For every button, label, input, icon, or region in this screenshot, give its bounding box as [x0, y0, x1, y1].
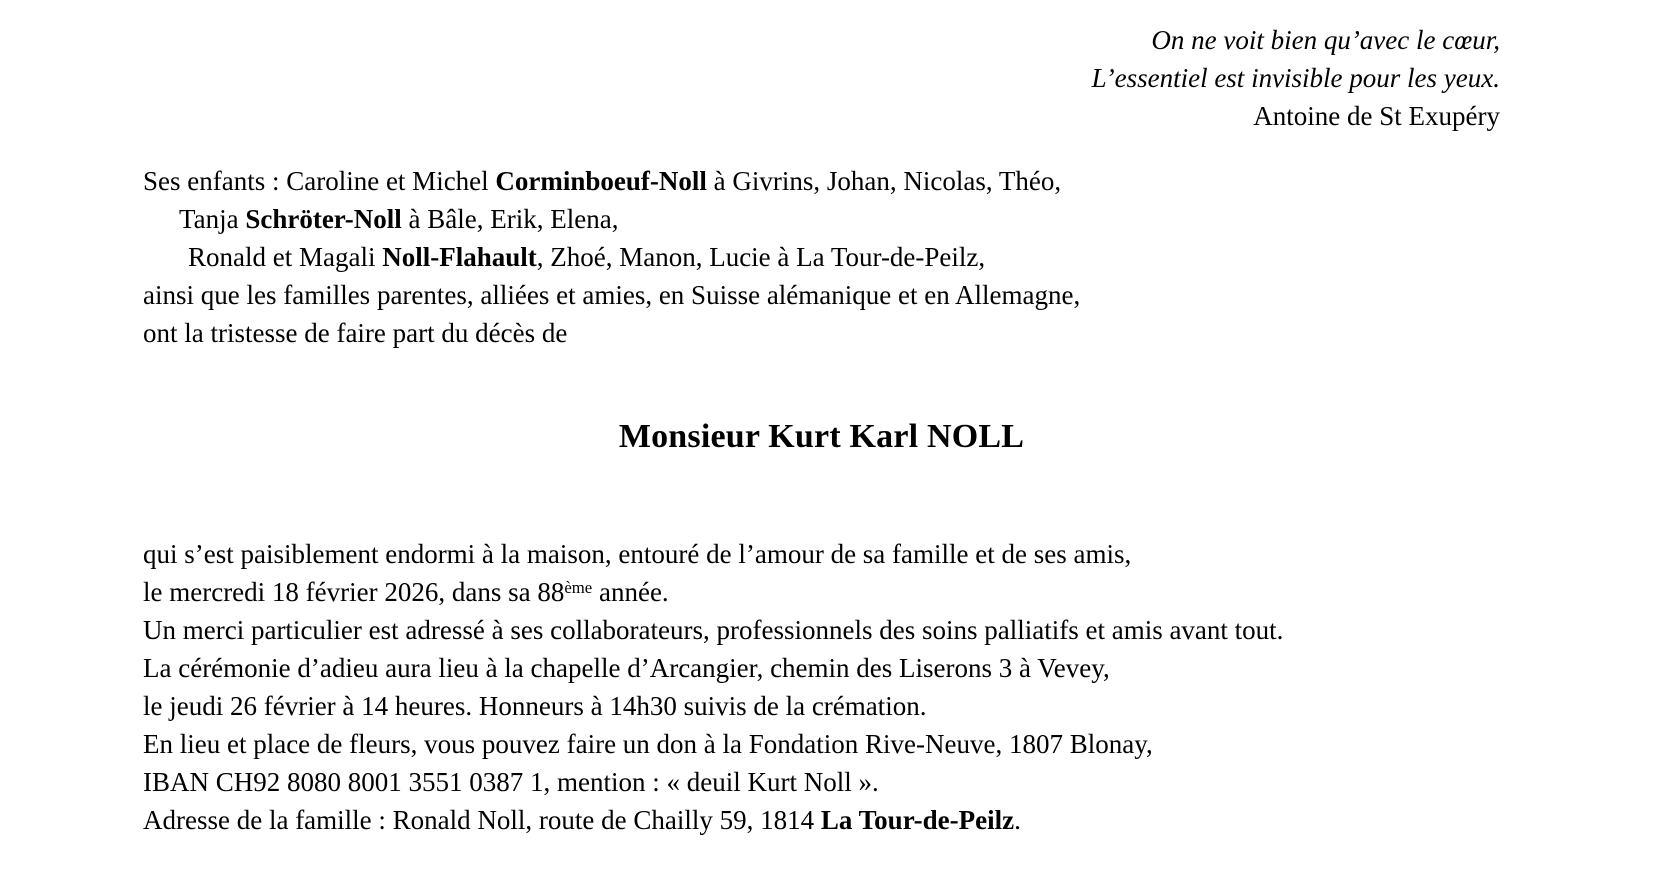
text-segment: La Tour-de-Peilz — [820, 805, 1015, 835]
quote-line-1: On ne voit bien qu’avec le cœur, — [1151, 25, 1500, 55]
text-segment: Schröter-Noll — [245, 204, 402, 234]
family-paragraph — [143, 162, 1500, 352]
text-line — [143, 238, 1500, 276]
text-line — [143, 725, 1500, 763]
text-line — [143, 314, 1500, 352]
text-segment: En lieu et place de fleurs, vous pouvez faire un don à la Fondation Rive-Neuve, 1807 Blonay, — [143, 729, 1153, 759]
quote-line-2: L’essentiel est invisible pour les yeux. — [1091, 63, 1500, 93]
text-segment: Ronald et Magali — [188, 242, 383, 272]
text-segment: qui s’est paisiblement endormi à la maison, entouré de l’amour de sa famille et de ses amis, — [143, 539, 1132, 569]
text-segment: ont la tristesse de faire part du décès de — [143, 318, 568, 348]
text-segment: . — [1014, 805, 1021, 835]
text-segment: année. — [592, 577, 669, 607]
epigraph-quote — [143, 21, 1500, 135]
text-line — [143, 611, 1500, 649]
text-line — [143, 200, 1500, 238]
text-segment: ainsi que les familles parentes, alliées et amies, en Suisse alémanique et en Allemagne, — [143, 280, 1081, 310]
deceased-name-heading: Monsieur Kurt Karl NOLL — [618, 418, 1025, 455]
text-segment: , Zhoé, Manon, Lucie à La Tour-de-Peilz, — [536, 242, 986, 272]
text-segment: Adresse de la famille : Ronald Noll, route de Chailly 59, 1814 — [143, 805, 821, 835]
text-segment: le mercredi 18 février 2026, dans sa 88 — [143, 577, 565, 607]
text-line — [143, 535, 1500, 573]
text-line — [143, 573, 1500, 611]
text-segment: ème — [564, 577, 593, 597]
text-segment: Tanja — [179, 204, 246, 234]
text-segment: à Bâle, Erik, Elena, — [401, 204, 619, 234]
text-segment: Corminboeuf-Noll — [495, 166, 707, 196]
text-segment: Ses enfants : Caroline et Michel — [143, 166, 496, 196]
text-line — [143, 162, 1500, 200]
text-segment: Un merci particulier est adressé à ses collaborateurs, professionnels des soins palliatifs et amis avant tout. — [143, 615, 1284, 645]
text-line — [143, 763, 1500, 801]
text-line — [143, 801, 1500, 839]
quote-attribution: Antoine de St Exupéry — [1253, 101, 1500, 131]
text-segment: Noll-Flahault — [382, 242, 537, 272]
text-line — [143, 649, 1500, 687]
text-segment: IBAN CH92 8080 8001 3551 0387 1, mention : « deuil Kurt Noll ». — [143, 767, 879, 797]
text-line — [143, 687, 1500, 725]
text-segment: à Givrins, Johan, Nicolas, Théo, — [706, 166, 1062, 196]
announcement-paragraph — [143, 535, 1500, 839]
text-segment: La cérémonie d’adieu aura lieu à la chapelle d’Arcangier, chemin des Liserons 3 à Vevey, — [143, 653, 1110, 683]
text-segment: le jeudi 26 février à 14 heures. Honneurs à 14h30 suivis de la crémation. — [143, 691, 927, 721]
page-content — [0, 21, 1654, 839]
text-line — [143, 276, 1500, 314]
